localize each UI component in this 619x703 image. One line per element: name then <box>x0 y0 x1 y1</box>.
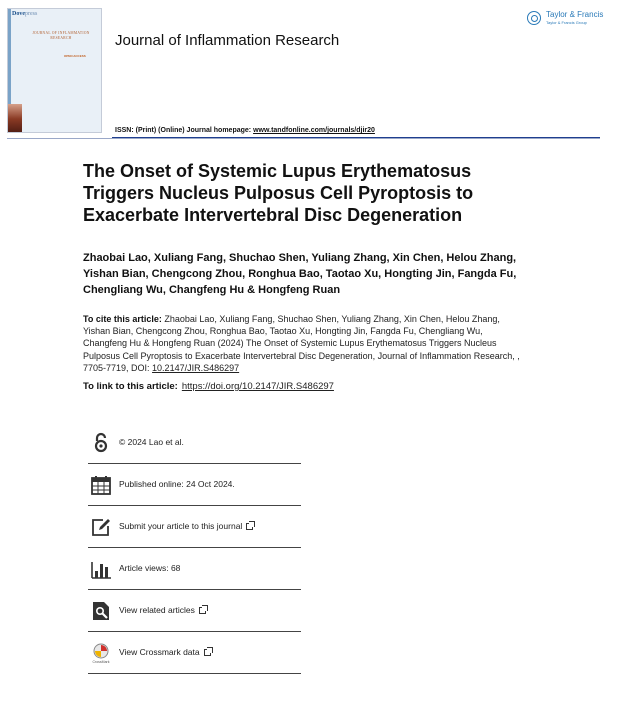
search-icon <box>90 600 112 622</box>
journal-title: Journal of Inflammation Research <box>115 32 340 49</box>
external-link-icon <box>246 523 253 530</box>
article-authors: Zhaobai Lao, Xuliang Fang, Shuchao Shen, Yuliang Zhang, Xin Chen, Helou Zhang, Yishan Bian, Chengcong Zhou, Ronghua Bao, Taotao Xu, Hongting Jin, Fangda Fu, Chengliang Wu, Changfeng Hu & Hongfeng Ruan <box>83 252 517 296</box>
publisher-group: Taylor & Francis Group <box>546 20 587 25</box>
cover-journal-name: JOURNAL OF INFLAMMATION RESEARCH <box>32 31 90 40</box>
cover-image-strip <box>8 104 22 133</box>
article-title: The Onset of Systemic Lupus Erythematosus Triggers Nucleus Pulposus Cell Pyroptosis to Exacerbate Intervertebral Disc Degeneration <box>83 161 474 225</box>
info-row-views <box>88 548 301 590</box>
info-row-related[interactable] <box>88 590 301 632</box>
publisher-logo-icon <box>527 11 541 25</box>
open-access-icon <box>90 432 112 454</box>
publisher-name: Taylor & Francis <box>546 10 604 19</box>
edit-icon <box>90 516 112 538</box>
link-label: To link to this article: <box>83 381 178 392</box>
cite-doi-link[interactable]: 10.2147/JIR.S486297 <box>152 362 240 373</box>
article-views: Article views: 68 <box>119 563 181 573</box>
published-date: Published online: 24 Oct 2024. <box>119 479 235 489</box>
citation-block <box>83 313 523 374</box>
bar-chart-icon <box>90 558 112 580</box>
external-link-icon <box>199 607 206 614</box>
header-rule-thin <box>7 138 600 139</box>
crossmark-caption: CrossMark <box>92 660 110 664</box>
row-divider <box>88 673 301 674</box>
crossmark-link[interactable]: View Crossmark data <box>119 647 211 657</box>
issn-text: ISSN: (Print) (Online) Journal homepage: <box>115 127 254 134</box>
crossmark-icon <box>90 642 112 664</box>
external-link-icon <box>204 649 211 656</box>
submit-article-link[interactable]: Submit your article to this journal <box>119 521 253 531</box>
related-articles-link[interactable]: View related articles <box>119 605 206 615</box>
publisher-logo[interactable] <box>527 10 607 30</box>
article-info-list <box>88 422 301 674</box>
journal-cover-thumbnail <box>7 8 102 133</box>
journal-homepage-link[interactable]: www.tandfonline.com/journals/djir20 <box>253 127 375 134</box>
issn-line <box>115 127 375 134</box>
info-row-crossmark[interactable] <box>88 632 301 674</box>
article-link-line <box>83 381 334 392</box>
cover-brand: Dovepress <box>12 11 38 17</box>
cover-open-access: OPEN ACCESS <box>64 54 86 58</box>
article-doi-url[interactable]: https://doi.org/10.2147/JIR.S486297 <box>181 381 334 392</box>
cite-text: Zhaobai Lao, Xuliang Fang, Shuchao Shen, Yuliang Zhang, Xin Chen, Helou Zhang, Yishan Bian, Chengcong Zhou, Ronghua Bao, Taotao Xu, Hongting Jin, Fangda Fu, Chengliang Wu, Changfeng Hu & Hongfeng Ruan (2024) The Onset of Systemic Lupus Erythematosus Triggers Nucleus Pulposus Cell Pyroptosis to Exacerbate Intervertebral Disc Degeneration, Journal of Inflammation Research, , 7705-7719, DOI: <box>83 314 520 373</box>
info-row-published <box>88 464 301 506</box>
calendar-icon <box>90 474 112 496</box>
license-text: © 2024 Lao et al. <box>119 437 184 447</box>
info-row-license <box>88 422 301 464</box>
cite-label: To cite this article: <box>83 314 162 324</box>
info-row-submit[interactable] <box>88 506 301 548</box>
